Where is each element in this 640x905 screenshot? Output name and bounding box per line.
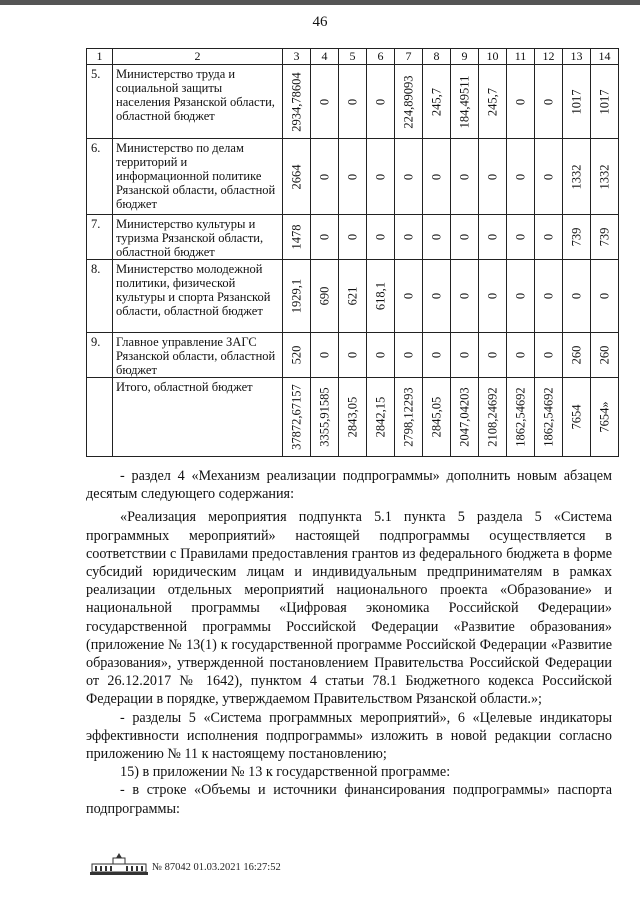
value-cell xyxy=(311,215,339,260)
value-cell xyxy=(451,139,479,215)
value-cell xyxy=(423,139,451,215)
value-text: 0 xyxy=(457,351,471,359)
value-text: 0 xyxy=(485,292,499,300)
value-cell xyxy=(479,65,507,139)
header-cell: 3 xyxy=(283,49,311,65)
value-text: 0 xyxy=(541,233,555,241)
value-cell xyxy=(395,65,423,139)
value-text: 245,7 xyxy=(429,87,443,116)
header-cell: 2 xyxy=(113,49,283,65)
paragraph-appendix-13: 15) в приложении № 13 к государственной программе: xyxy=(120,764,451,781)
page-number: 46 xyxy=(312,14,328,30)
value-text: 0 xyxy=(513,292,527,300)
value-text: 0 xyxy=(429,173,443,180)
value-cell xyxy=(479,139,507,215)
value-cell xyxy=(283,260,311,333)
value-cell xyxy=(339,65,367,139)
paragraph-financing-row: - в строке «Объемы и источники финансирования подпрограммы» паспорта подпрограммы: xyxy=(86,782,612,817)
paragraph-sections-5-6: - разделы 5 «Система программных мероприятий», 6 «Целевые индикаторы эффективности исполнения подпрограммы» изложить в новой редакции согласно приложению № 11 к настоящему постановлению; xyxy=(86,709,612,763)
value-cell xyxy=(395,333,423,378)
value-text: 690 xyxy=(317,286,331,306)
value-text: 260 xyxy=(569,345,583,365)
value-cell xyxy=(423,215,451,260)
paragraph-section4: - раздел 4 «Механизм реализации подпрограммы» дополнить новым абзацем десятым следующего содержания: xyxy=(86,468,612,503)
value-text: 3355,91585 xyxy=(317,387,331,447)
value-text: 0 xyxy=(373,173,387,180)
row-number: 8. xyxy=(87,260,113,333)
value-cell xyxy=(507,139,535,215)
value-cell xyxy=(283,333,311,378)
value-cell xyxy=(423,65,451,139)
value-cell xyxy=(311,139,339,215)
value-cell xyxy=(395,378,423,457)
row-name: Министерство молодежной политики, физической культуры и спорта Рязанской области, областной бюджет xyxy=(113,260,283,333)
document-stamp: № 87042 01.03.2021 16:27:52 xyxy=(152,862,281,873)
table-row xyxy=(87,333,619,378)
value-cell xyxy=(451,378,479,457)
building-logo-icon xyxy=(88,852,150,878)
value-cell xyxy=(451,215,479,260)
header-cell: 14 xyxy=(591,49,619,65)
value-text: 0 xyxy=(401,351,415,359)
value-cell xyxy=(339,378,367,457)
value-text: 2843,05 xyxy=(345,396,359,438)
value-text: 0 xyxy=(569,292,583,300)
value-cell xyxy=(563,139,591,215)
value-text: 1332 xyxy=(597,164,611,189)
row-number xyxy=(87,378,113,457)
value-cell xyxy=(507,260,535,333)
header-cell: 4 xyxy=(311,49,339,65)
header-cell: 6 xyxy=(367,49,395,65)
value-text: 0 xyxy=(541,292,555,300)
value-cell xyxy=(591,333,619,378)
header-cell: 7 xyxy=(395,49,423,65)
value-cell xyxy=(479,260,507,333)
value-cell xyxy=(535,260,563,333)
table-row xyxy=(87,65,619,139)
row-name: Министерство культуры и туризма Рязанской области, областной бюджет xyxy=(113,215,283,260)
value-text: 621 xyxy=(345,286,359,306)
value-cell xyxy=(535,65,563,139)
value-cell xyxy=(367,215,395,260)
value-text: 0 xyxy=(429,351,443,359)
value-text: 739 xyxy=(597,227,611,247)
value-text: 1929,1 xyxy=(289,278,303,314)
row-number: 5. xyxy=(87,65,113,139)
row-number: 6. xyxy=(87,139,113,215)
row-name: Итого, областной бюджет xyxy=(113,378,283,457)
value-text: 2842,15 xyxy=(373,396,387,438)
value-text: 0 xyxy=(317,98,331,105)
value-text: 37872,67157 xyxy=(289,384,303,450)
value-text: 0 xyxy=(317,173,331,180)
value-text: 0 xyxy=(457,173,471,180)
value-cell xyxy=(423,333,451,378)
value-cell xyxy=(563,260,591,333)
value-text: 0 xyxy=(457,292,471,300)
header-cell: 9 xyxy=(451,49,479,65)
value-text: 0 xyxy=(541,173,555,180)
value-cell xyxy=(507,378,535,457)
value-text: 0 xyxy=(485,351,499,359)
value-text: 520 xyxy=(289,345,303,365)
value-cell xyxy=(283,215,311,260)
value-cell xyxy=(563,215,591,260)
header-cell: 1 xyxy=(87,49,113,65)
value-cell xyxy=(563,378,591,457)
value-cell xyxy=(591,260,619,333)
header-cell: 12 xyxy=(535,49,563,65)
header-cell: 10 xyxy=(479,49,507,65)
value-text: 0 xyxy=(429,233,443,241)
value-cell xyxy=(339,139,367,215)
value-text: 0 xyxy=(513,351,527,359)
value-text: 2934,78604 xyxy=(289,71,303,132)
value-cell xyxy=(479,215,507,260)
value-text: 2108,24692 xyxy=(485,387,499,447)
value-text: 0 xyxy=(317,351,331,359)
row-name: Главное управление ЗАГС Рязанской области, областной бюджет xyxy=(113,333,283,378)
table-row xyxy=(87,139,619,215)
body-text xyxy=(86,467,612,818)
value-text: 0 xyxy=(345,233,359,241)
header-cell: 5 xyxy=(339,49,367,65)
value-cell xyxy=(535,215,563,260)
value-cell xyxy=(451,333,479,378)
value-cell xyxy=(451,260,479,333)
value-text: 0 xyxy=(541,98,555,105)
value-text: 0 xyxy=(401,233,415,241)
value-cell xyxy=(283,139,311,215)
value-cell xyxy=(423,260,451,333)
value-cell xyxy=(283,378,311,457)
value-text: 0 xyxy=(485,173,499,180)
value-cell xyxy=(311,65,339,139)
value-cell xyxy=(283,65,311,139)
table-header-row xyxy=(87,49,619,65)
value-cell xyxy=(563,333,591,378)
value-text: 0 xyxy=(513,98,527,105)
value-text: 0 xyxy=(317,233,331,241)
value-cell xyxy=(591,215,619,260)
value-text: 0 xyxy=(401,173,415,180)
value-cell xyxy=(591,65,619,139)
value-text: 0 xyxy=(429,292,443,300)
value-text: 0 xyxy=(345,351,359,359)
value-text: 1862,54692 xyxy=(541,387,555,447)
value-text: 1332 xyxy=(569,164,583,189)
value-text: 0 xyxy=(373,98,387,105)
value-cell xyxy=(591,139,619,215)
value-text: 0 xyxy=(373,351,387,359)
value-text: 260 xyxy=(597,345,611,365)
value-text: 0 xyxy=(345,173,359,180)
row-name: Министерство по делам территорий и информационной политике Рязанской области, областной бюджет xyxy=(113,139,283,215)
value-text: 0 xyxy=(373,233,387,241)
row-number: 9. xyxy=(87,333,113,378)
budget-table xyxy=(86,48,619,457)
value-text: 1017 xyxy=(597,89,611,114)
value-cell xyxy=(507,65,535,139)
table-row xyxy=(87,260,619,333)
value-cell xyxy=(591,378,619,457)
value-text: 1017 xyxy=(569,89,583,114)
value-text: 2798,12293 xyxy=(401,387,415,447)
value-cell xyxy=(395,260,423,333)
value-text: 0 xyxy=(345,98,359,105)
value-cell xyxy=(507,333,535,378)
value-cell xyxy=(311,260,339,333)
value-text: 0 xyxy=(513,233,527,241)
value-text: 1478 xyxy=(289,224,303,250)
header-cell: 11 xyxy=(507,49,535,65)
value-cell xyxy=(535,139,563,215)
value-text: 2664 xyxy=(289,164,303,189)
value-cell xyxy=(479,378,507,457)
value-cell xyxy=(367,65,395,139)
value-cell xyxy=(423,378,451,457)
value-text: 7654» xyxy=(597,401,611,433)
value-cell xyxy=(535,378,563,457)
value-cell xyxy=(395,139,423,215)
value-cell xyxy=(507,215,535,260)
table-row xyxy=(87,378,619,457)
value-text: 7654 xyxy=(569,404,583,430)
value-text: 0 xyxy=(513,173,527,180)
value-text: 618,1 xyxy=(373,281,387,311)
value-text: 224,89093 xyxy=(401,74,415,129)
header-cell: 8 xyxy=(423,49,451,65)
header-cell: 13 xyxy=(563,49,591,65)
scan-top-edge xyxy=(0,0,640,5)
value-cell xyxy=(311,378,339,457)
value-cell xyxy=(367,260,395,333)
row-name: Министерство труда и социальной защиты населения Рязанской области, областной бюджет xyxy=(113,65,283,139)
value-text: 0 xyxy=(597,292,611,300)
value-text: 2845,05 xyxy=(429,396,443,438)
value-text: 1862,54692 xyxy=(513,387,527,447)
value-cell xyxy=(367,378,395,457)
paragraph-quote: «Реализация мероприятия подпункта 5.1 пункта 5 раздела 5 «Система программных мероприятий» настоящей подпрограммы осуществляется в соответствии с Правилами предоставления грантов из федерального бюджета в форме субсидий юридическим лицам и индивидуальным предпринимателям в рамках реализации отдельных мероприятий национального проекта «Образование» и национальной программы «Цифровая экономика Российской Федерации» государственной программы Российской Федерации «Развитие образования» (приложение № 13(1) к государственной программе Российской Федерации «Развитие образования», утвержденной постановлением Правительства Российской Федерации от 26.12.2017 № 1642), пунктом 4 статьи 78.1 Бюджетного кодекса Российской Федерации в порядке, утверждаемом Правительством Рязанской области.»; xyxy=(86,509,612,708)
value-text: 739 xyxy=(569,227,583,247)
value-cell xyxy=(451,65,479,139)
value-cell xyxy=(339,333,367,378)
value-cell xyxy=(311,333,339,378)
value-cell xyxy=(367,333,395,378)
value-cell xyxy=(563,65,591,139)
table-row xyxy=(87,215,619,260)
value-text: 245,7 xyxy=(485,87,499,116)
value-text: 0 xyxy=(457,233,471,241)
value-text: 184,49511 xyxy=(457,75,471,128)
value-cell xyxy=(339,260,367,333)
value-text: 0 xyxy=(541,351,555,359)
value-cell xyxy=(535,333,563,378)
value-cell xyxy=(479,333,507,378)
value-text: 0 xyxy=(401,292,415,300)
value-text: 2047,04203 xyxy=(457,387,471,447)
row-number: 7. xyxy=(87,215,113,260)
value-cell xyxy=(367,139,395,215)
value-cell xyxy=(339,215,367,260)
value-cell xyxy=(395,215,423,260)
value-text: 0 xyxy=(485,233,499,241)
